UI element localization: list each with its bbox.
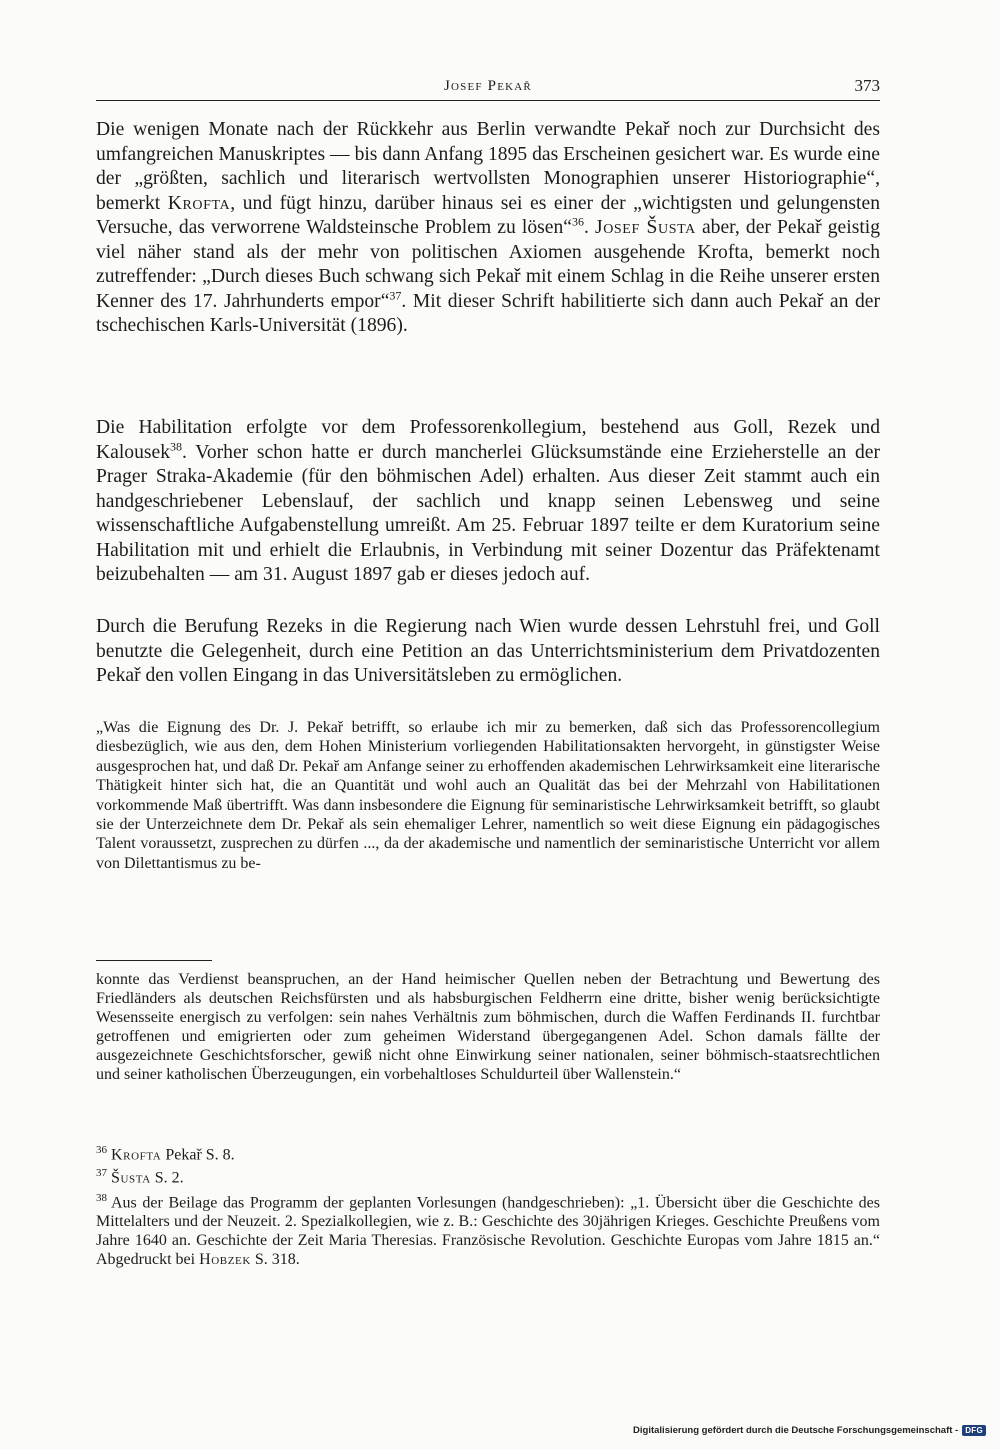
page-number: 373 — [854, 76, 880, 95]
block-quote: „Was die Eignung des Dr. J. Pekař betrifft, so erlaube ich mir zu bemerken, daß sich das Professorencollegium diesbezüglich, wie aus den, dem Hohen Ministerium vorliegenden Habilitationsakten hervorgeht, in günstigster Weise ausgesprochen hat, und daß Dr. Pekař am Anfange seiner zu erhoffenden akademischen Lehrwirksamkeit eine literarische Thätigkeit hinter sich hat, die an Quantität und wohl auch an Qualität das bei der Mehrzahl von Habilitationen vorkommende Maß übertrifft. Was dann insbesondere die Eignung für seminaristische Lehrwirksamkeit betrifft, so glaubt sie der Unterzeichnete dem Dr. Pekař als sein ehemaliger Lehrer, namentlich so weit diese Eignung ein pädagogisches Talent voraussetzt, zusprechen zu dürfen ..., da der akademische und namentlich der seminaristische Unterricht vor allem von Dilettantismus zu be- — [96, 719, 880, 872]
footer-text: Digitalisierung gefördert durch die Deutsche Forschungsgemeinschaft - — [633, 1425, 959, 1436]
footnote-ref-36[interactable]: 36 — [571, 214, 584, 229]
digitization-footer — [633, 1425, 986, 1436]
footnote-36: $^{36}$ Krofta Pekař S. 8. — [96, 1144, 235, 1164]
paragraph-3: Durch die Berufung Rezeks in die Regierung nach Wien wurde dessen Lehrstuhl frei, und Goll benutzte die Gelegenheit, durch eine Petition an das Unterrichtsministerium dem Privatdozenten Pekař den vollen Eingang in das Universitätsleben zu ermöglichen. — [96, 616, 880, 686]
header-rule — [96, 100, 880, 101]
author-krofta: Krofta — [167, 192, 231, 214]
footnote-continuation: konnte das Verdienst beanspruchen, an der Hand heimischer Quellen neben der Betrachtung und Bewertung des Friedländers als deutschen Reichsfürsten und als habsburgischen Feldherrn eine dritte, bisher wenig berücksichtigte Wesensseite energisch zu verfolgen: sein nahes Verhältnis zum böhmischen, durch die Waffen Ferdinands II. furchtbar getroffenen und emigrierten oder zum geheimen Widerstand übergegangenen Adel. Schon damals fällte der ausgezeichnete Geschichtsforscher, gewiß nicht ohne Einwirkung seiner nationalen, seiner böhmisch-staatsrechtlichen und seiner katholischen Überzeugungen, ein vorbehaltloses Schuldurteil über Wallenstein.“ — [96, 971, 880, 1083]
footnote-ref-38[interactable]: 38 — [170, 438, 183, 453]
footnote-37: $^{37}$ Šusta S. 2. — [96, 1167, 184, 1187]
paragraph-2: Die Habilitation erfolgte vor dem Professorenkollegium, bestehend aus Goll, Rezek und Kalousek$^{38}$. Vorher schon hatte er durch mancherlei Glücksumstände eine Erzieherstelle an der Prager Straka-Akademie (für den böhmischen Adel) erhalten. Aus dieser Zeit stammt auch ein handgeschriebener Lebenslauf, der sachlich und knapp seinen Lebensweg und seine wissenschaftliche Aufgabenstellung umreißt. Am 25. Februar 1897 teilte er dem Kuratorium seine Habilitation mit und erhielt die Erlaubnis, in Verbindung mit seiner Dozentur das Präfektenamt beizubehalten — am 31. August 1897 gab er dieses jedoch auf. — [96, 417, 880, 585]
paragraph-1: Die wenigen Monate nach der Rückkehr aus Berlin verwandte Pekař noch zur Durchsicht des umfangreichen Manuskriptes — bis dann Anfang 1895 das Erscheinen gesichert war. Es wurde eine der „größten, sachlich und literarisch wertvollsten Monographien unserer Historiographie“, bemerkt Krofta, und fügt hinzu, darüber hinaus sei es einer der „wichtigsten und gelungensten Versuche, das verworrene Waldsteinsche Problem zu lösen“$^{36}$. Josef Šusta aber, der Pekař geistig viel näher stand als der mehr von politischen Axiomen ausgehende Krofta, bemerkt noch zutreffender: „Durch dieses Buch schwang sich Pekař mit einem Schlag in die Reihe unserer ersten Kenner des 17. Jahrhunderts empor“$^{37}$. Mit dieser Schrift habilitierte sich dann auch Pekař an der tschechischen Karls-Universität (1896). — [96, 119, 881, 336]
running-title: Josef Pekař — [444, 78, 532, 94]
footnote-38: $^{38}$ Aus der Beilage das Programm der geplanten Vorlesungen (handgeschrieben): „1. Übersicht über die Geschichte des Mittelalters und der Neuzeit. 2. Spezialkollegien, wie z. B.: Geschichte des 30jährigen Krieges. Geschichte Preußens vom Jahre 1640 an. Geschichte der Zeit Maria Theresias. Französische Revolution. Geschichte Europas vom Jahre 1815 an.“ Abgedruckt bei Hobzek S. 318. — [96, 1192, 880, 1269]
footnote-ref-37[interactable]: 37 — [389, 287, 402, 302]
footnote-rule — [96, 960, 212, 961]
running-header — [96, 74, 880, 102]
dfg-logo-icon: DFG — [962, 1425, 986, 1436]
author-susta: Josef Šusta — [594, 217, 696, 238]
